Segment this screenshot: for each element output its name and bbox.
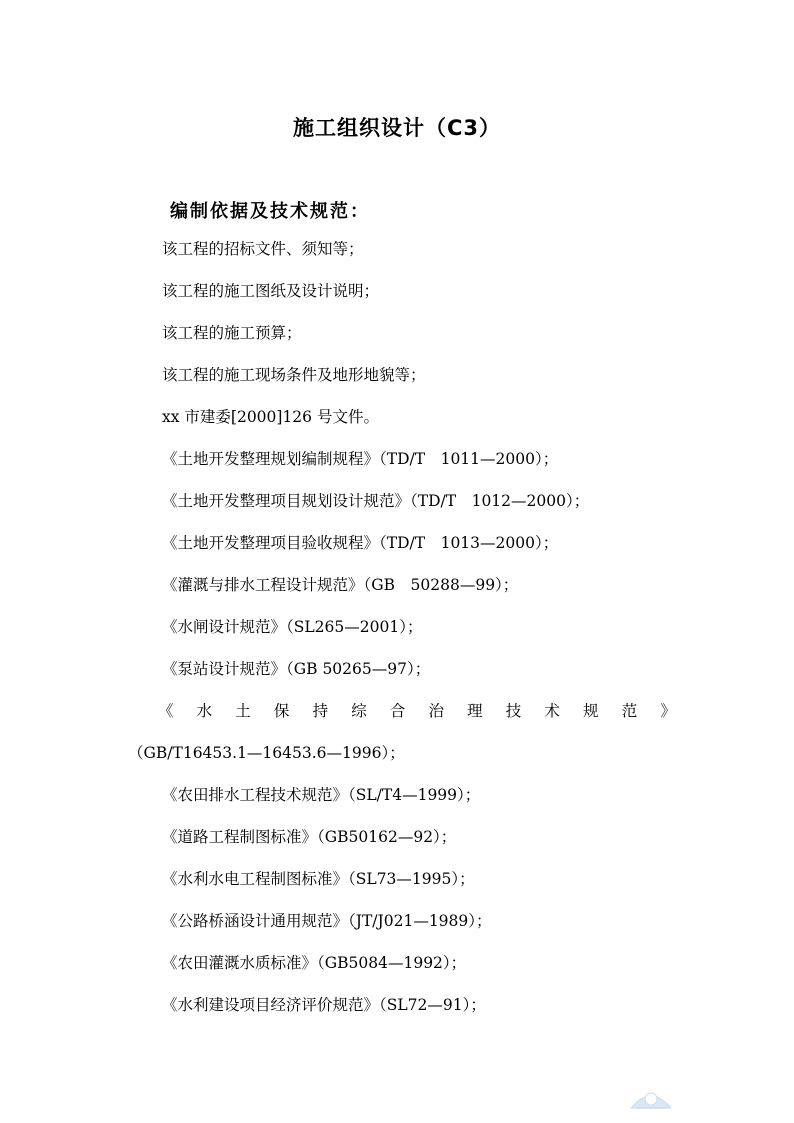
list-item: 该工程的招标文件、须知等；	[162, 240, 364, 258]
list-item: 《灌溉与排水工程设计规范》（GB 50288—99）；	[162, 576, 519, 594]
justified-char: 》	[660, 702, 676, 720]
justified-char: 范	[621, 702, 638, 720]
justified-char: 治	[428, 702, 444, 720]
justified-char: 规	[583, 702, 599, 720]
justified-line	[158, 698, 676, 724]
justified-char: 保	[273, 702, 290, 720]
justified-char: 技	[505, 702, 522, 720]
list-item: 该工程的施工图纸及设计说明；	[162, 282, 380, 300]
list-item-continuation: （GB/T16453.1—16453.6—1996）；	[128, 744, 405, 762]
justified-char: 合	[389, 702, 406, 720]
list-item-justified	[0, 698, 794, 740]
list-item: 该工程的施工现场条件及地形地貌等；	[162, 366, 426, 384]
list-item: 《道路工程制图标准》（GB50162—92）；	[162, 828, 457, 846]
list-item: 《公路桥涵设计通用规范》（JT/J021—1989）；	[162, 912, 492, 930]
list-item: 《泵站设计规范》（GB 50265—97）；	[162, 660, 431, 678]
reference-list	[0, 236, 794, 1034]
justified-char: 术	[544, 702, 560, 720]
list-item: 《土地开发整理规划编制规程》（TD/T 1011—2000）；	[162, 450, 559, 468]
justified-char: 《	[158, 702, 174, 720]
watermark-logo-icon	[628, 1082, 674, 1112]
list-item: 《水利建设项目经济评价规范》（SL72—91）；	[162, 996, 486, 1014]
list-item: 《农田排水工程技术规范》（SL/T4—1999）；	[162, 786, 481, 804]
list-item: xx 市建委[2000]126 号文件。	[162, 408, 379, 426]
justified-char: 水	[196, 702, 213, 720]
list-item: 《土地开发整理项目验收规程》（TD/T 1013—2000）；	[162, 534, 559, 552]
justified-char: 土	[235, 702, 251, 720]
list-item: 《土地开发整理项目规划设计规范》（TD/T 1012—2000）；	[162, 492, 590, 510]
list-item: 《农田灌溉水质标准》（GB5084—1992）；	[162, 954, 467, 972]
document-title: 施工组织设计（C3）	[292, 116, 502, 140]
list-item: 该工程的施工预算；	[162, 324, 302, 342]
justified-char: 综	[351, 702, 367, 720]
section-heading: 编制依据及技术规范：	[170, 201, 370, 222]
list-item: 《水闸设计规范》（SL265—2001）；	[162, 618, 423, 636]
justified-char: 理	[467, 702, 483, 720]
justified-char: 持	[312, 702, 329, 720]
list-item: 《水利水电工程制图标准》（SL73—1995）；	[162, 870, 475, 888]
